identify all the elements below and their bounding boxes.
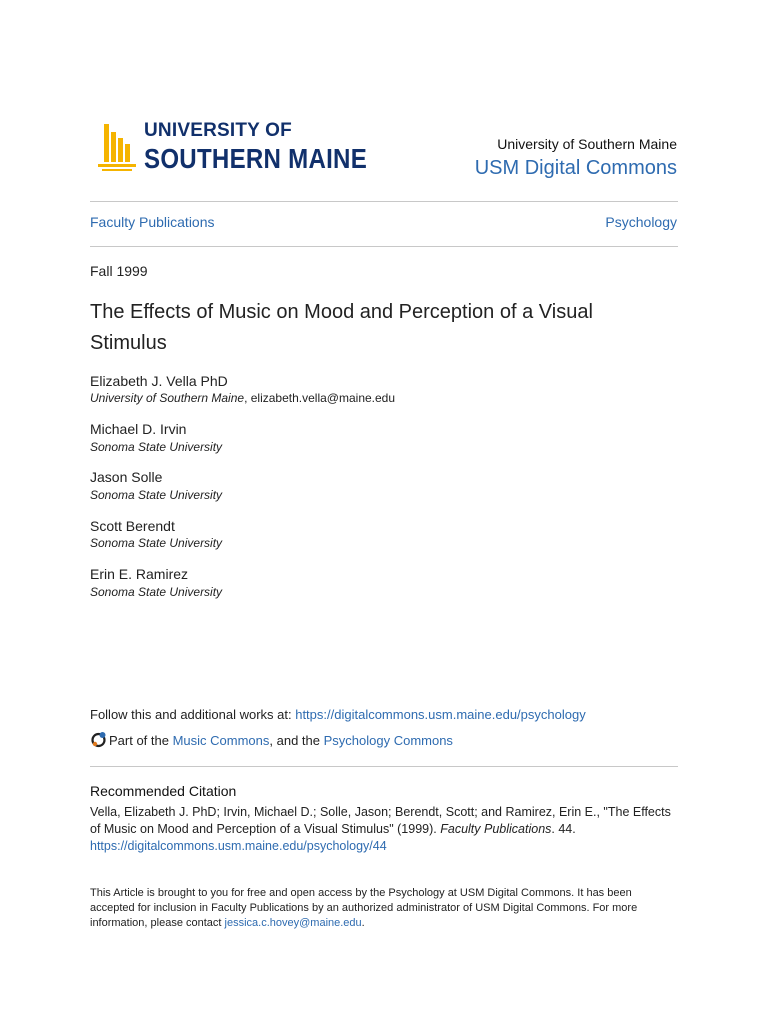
repository-link[interactable]: USM Digital Commons xyxy=(474,157,677,179)
collection-link[interactable]: Faculty Publications xyxy=(90,214,215,230)
part-of-prefix: Part of the xyxy=(109,733,173,748)
part-of-middle: , and the xyxy=(269,733,324,748)
follow-link[interactable]: https://digitalcommons.usm.maine.edu/psychology xyxy=(295,707,586,722)
logo-line1: UNIVERSITY OF xyxy=(144,120,292,141)
follow-line xyxy=(90,707,586,722)
department-link[interactable]: Psychology xyxy=(605,214,677,230)
citation-block xyxy=(90,804,678,855)
affiliation-text: Sonoma State University xyxy=(90,440,223,454)
follow-text: Follow this and additional works at: xyxy=(90,707,296,722)
affiliation-text: Sonoma State University xyxy=(90,536,223,550)
author-email: elizabeth.vella@maine.edu xyxy=(250,391,396,405)
article-title: The Effects of Music on Mood and Perception of a Visual Stimulus xyxy=(90,301,593,354)
author-name: Jason Solle xyxy=(90,469,163,485)
divider xyxy=(90,246,678,247)
citation-text: Vella, Elizabeth J. PhD; Irvin, Michael D.; Solle, Jason; Berendt, Scott; and Ramirez, Erin E., "The Effects of Music on Mood and Perception of a Visual Stimulus" (1999). xyxy=(90,805,671,836)
notice-end: . xyxy=(361,917,365,929)
divider xyxy=(90,766,678,767)
notice-text: This Article is brought to you for free and open access by the Psychology at USM Digital Commons. It has been accepted for inclusion in Faculty Publications by an authorized administrator of USM Digital Commons. For more information, please contact xyxy=(90,887,638,929)
usm-logo[interactable] xyxy=(96,118,368,178)
publication-date: Fall 1999 xyxy=(90,263,148,279)
author-name: Elizabeth J. Vella PhD xyxy=(90,373,228,389)
contact-email-link[interactable]: jessica.c.hovey@maine.edu xyxy=(224,917,362,929)
institution-name: University of Southern Maine xyxy=(497,136,677,152)
music-commons-link[interactable]: Music Commons xyxy=(172,733,270,748)
author-name: Scott Berendt xyxy=(90,518,175,534)
psychology-commons-link[interactable]: Psychology Commons xyxy=(323,733,453,748)
affiliation-text: University of Southern Maine xyxy=(90,391,245,405)
citation-link[interactable]: https://digitalcommons.usm.maine.edu/psychology/44 xyxy=(90,839,387,853)
affiliation-text: Sonoma State University xyxy=(90,585,223,599)
author-affiliation xyxy=(90,536,222,550)
access-notice xyxy=(90,886,678,931)
author-affiliation xyxy=(90,488,222,502)
divider xyxy=(90,201,678,202)
lighthouse-logo-icon xyxy=(96,122,138,174)
author-affiliation xyxy=(90,440,222,454)
author-name: Erin E. Ramirez xyxy=(90,566,189,582)
author-name: Michael D. Irvin xyxy=(90,421,187,437)
citation-heading: Recommended Citation xyxy=(90,783,237,799)
logo-line2: SOUTHERN MAINE xyxy=(144,143,368,174)
citation-number: . 44. xyxy=(551,822,576,836)
author-affiliation xyxy=(90,585,222,599)
affiliation-text: Sonoma State University xyxy=(90,488,223,502)
part-of-line xyxy=(90,731,453,748)
network-commons-icon xyxy=(90,731,107,748)
citation-series: Faculty Publications xyxy=(440,822,552,836)
author-affiliation: University of Southern Maine, elizabeth.vella@maine.edu xyxy=(90,391,396,405)
